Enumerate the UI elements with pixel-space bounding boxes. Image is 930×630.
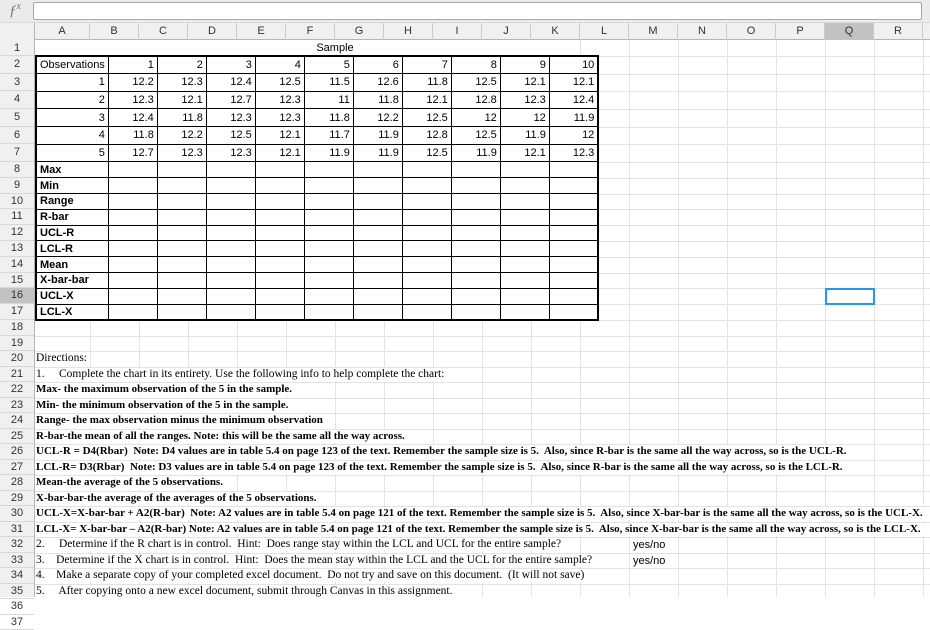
cell-J4[interactable]: 12.3: [500, 91, 549, 109]
cell-E10[interactable]: [255, 194, 304, 210]
direction-row-35[interactable]: 5. After copying onto a new excel document, submit through Canvas in this assignment.: [36, 585, 456, 598]
cell-E7[interactable]: 12.1: [255, 144, 304, 162]
row-header-20[interactable]: 20: [0, 351, 34, 367]
cell-J17[interactable]: [500, 304, 549, 320]
cell-K14[interactable]: [549, 257, 598, 273]
cell-A2-observations[interactable]: Observations: [36, 56, 108, 74]
cell-I5[interactable]: 12: [451, 109, 500, 127]
cell-G3[interactable]: 12.6: [353, 74, 402, 92]
column-header-C[interactable]: C: [139, 23, 188, 40]
row-header-23[interactable]: 23: [0, 398, 34, 414]
cell-A13-lcl-r[interactable]: LCL-R: [36, 241, 108, 257]
cell-E14[interactable]: [255, 257, 304, 273]
fx-icon: $ƒ^x$: [9, 1, 21, 20]
row-header-15[interactable]: 15: [0, 273, 34, 289]
formula-bar-strip: [0, 0, 930, 22]
column-header-O[interactable]: O: [727, 23, 776, 40]
direction-row-34[interactable]: 4. Make a separate copy of your completed excel document. Do not try and save on this document. (It will not save): [36, 569, 587, 582]
cell-A15-x-bar-bar[interactable]: X-bar-bar: [36, 273, 108, 289]
cell-A17-lcl-x[interactable]: LCL-X: [36, 304, 108, 320]
column-header-band: [0, 22, 930, 40]
column-header-H[interactable]: H: [384, 23, 433, 40]
cell-B11[interactable]: [108, 209, 157, 225]
row-header-2[interactable]: 2: [0, 56, 34, 74]
cell-K17[interactable]: [549, 304, 598, 320]
cell-J10[interactable]: [500, 194, 549, 210]
row-header-10[interactable]: 10: [0, 194, 34, 210]
row-header-3[interactable]: 3: [0, 74, 34, 92]
cell-C15[interactable]: [157, 273, 206, 289]
row-header-4[interactable]: 4: [0, 91, 34, 109]
cell-H4[interactable]: 12.1: [402, 91, 451, 109]
cell-F11[interactable]: [304, 209, 353, 225]
cell-D8[interactable]: [206, 162, 255, 178]
cell-D14[interactable]: [206, 257, 255, 273]
row-header-14[interactable]: 14: [0, 257, 34, 273]
row-header-36[interactable]: 36: [0, 599, 34, 615]
cell-A14-mean[interactable]: Mean: [36, 257, 108, 273]
cell-K5[interactable]: 11.9: [549, 109, 598, 127]
cell-D13[interactable]: [206, 241, 255, 257]
cell-C10[interactable]: [157, 194, 206, 210]
cell-A9-min[interactable]: Min: [36, 178, 108, 194]
row-header-16[interactable]: 16: [0, 288, 34, 304]
cell-D6[interactable]: 12.5: [206, 127, 255, 145]
direction-row-27[interactable]: LCL-R= D3(Rbar) Note: D3 values are in table 5.4 on page 123 of the text. Remember the sample size is 5. Also, since R-bar is the same all the way across, so is the LCL-R.: [36, 461, 846, 474]
cell-F14[interactable]: [304, 257, 353, 273]
cell-C11[interactable]: [157, 209, 206, 225]
formula-bar-input[interactable]: [33, 2, 922, 20]
cell-E5[interactable]: 12.3: [255, 109, 304, 127]
cell-B17[interactable]: [108, 304, 157, 320]
direction-row-31[interactable]: LCL-X= X-bar-bar – A2(R-bar) Note: A2 values are in table 5.4 on page 121 of the text. Remember the sample size is 5. Also, since X-bar-bar is the same all the way across, so is the LCL-X.: [36, 523, 924, 536]
cell-I3[interactable]: 12.5: [451, 74, 500, 92]
cell-F15[interactable]: [304, 273, 353, 289]
cell-E17[interactable]: [255, 304, 304, 320]
cell-A7[interactable]: 5: [36, 144, 108, 162]
cell-G6[interactable]: 11.9: [353, 127, 402, 145]
column-header-B[interactable]: B: [90, 23, 139, 40]
cell-H12[interactable]: [402, 225, 451, 241]
cell-B9[interactable]: [108, 178, 157, 194]
cell-J9[interactable]: [500, 178, 549, 194]
cell-J16[interactable]: [500, 288, 549, 304]
cell-J7[interactable]: 12.1: [500, 144, 549, 162]
cell-A10-range[interactable]: Range: [36, 194, 108, 210]
cell-J14[interactable]: [500, 257, 549, 273]
direction-row-20[interactable]: Directions:: [36, 352, 90, 365]
cell-F8[interactable]: [304, 162, 353, 178]
column-header-F[interactable]: F: [286, 23, 335, 40]
direction-row-25[interactable]: R-bar-the mean of all the ranges. Note: this will be the same all the way across.: [36, 430, 408, 443]
cell-A16-ucl-x[interactable]: UCL-X: [36, 288, 108, 304]
cell-F9[interactable]: [304, 178, 353, 194]
cell-B6[interactable]: 11.8: [108, 127, 157, 145]
column-header-G[interactable]: G: [335, 23, 384, 40]
column-header-I[interactable]: I: [433, 23, 482, 40]
column-header-P[interactable]: P: [776, 23, 825, 40]
cell-E11[interactable]: [255, 209, 304, 225]
cell-J13[interactable]: [500, 241, 549, 257]
cell-K7[interactable]: 12.3: [549, 144, 598, 162]
direction-row-21[interactable]: 1. Complete the chart in its entirety. Use the following info to help complete the chart:: [36, 368, 447, 381]
cell-K3[interactable]: 12.1: [549, 74, 598, 92]
row-header-26[interactable]: 26: [0, 444, 34, 460]
cell-H13[interactable]: [402, 241, 451, 257]
cell-E4[interactable]: 12.3: [255, 91, 304, 109]
answer-cell-M33[interactable]: yes/no: [630, 554, 677, 568]
cell-H11[interactable]: [402, 209, 451, 225]
cell-G15[interactable]: [353, 273, 402, 289]
cell-B10[interactable]: [108, 194, 157, 210]
cell-C8[interactable]: [157, 162, 206, 178]
direction-row-28[interactable]: Mean-the average of the 5 observations.: [36, 476, 226, 489]
row-header-18[interactable]: 18: [0, 320, 34, 336]
cell-H10[interactable]: [402, 194, 451, 210]
cell-D5[interactable]: 12.3: [206, 109, 255, 127]
row-header-30[interactable]: 30: [0, 506, 34, 522]
row-header-27[interactable]: 27: [0, 460, 34, 476]
cell-D7[interactable]: 12.3: [206, 144, 255, 162]
cell-H16[interactable]: [402, 288, 451, 304]
cell-I10[interactable]: [451, 194, 500, 210]
cell-K8[interactable]: [549, 162, 598, 178]
cell-C2[interactable]: 2: [157, 56, 206, 74]
row-header-22[interactable]: 22: [0, 382, 34, 398]
row-header-25[interactable]: 25: [0, 429, 34, 445]
cell-K12[interactable]: [549, 225, 598, 241]
direction-row-24[interactable]: Range- the max observation minus the minimum observation: [36, 414, 326, 427]
cell-F7[interactable]: 11.9: [304, 144, 353, 162]
cell-J3[interactable]: 12.1: [500, 74, 549, 92]
row-header-19[interactable]: 19: [0, 336, 34, 352]
cell-F4[interactable]: 11: [304, 91, 353, 109]
cell-D4[interactable]: 12.7: [206, 91, 255, 109]
cell-C14[interactable]: [157, 257, 206, 273]
row-header-11[interactable]: 11: [0, 209, 34, 225]
cell-I8[interactable]: [451, 162, 500, 178]
cell-G8[interactable]: [353, 162, 402, 178]
cell-C13[interactable]: [157, 241, 206, 257]
row-header-13[interactable]: 13: [0, 241, 34, 257]
cell-I16[interactable]: [451, 288, 500, 304]
cell-A4[interactable]: 2: [36, 91, 108, 109]
cell-I6[interactable]: 12.5: [451, 127, 500, 145]
cell-D10[interactable]: [206, 194, 255, 210]
cell-A8-max[interactable]: Max: [36, 162, 108, 178]
cell-C4[interactable]: 12.1: [157, 91, 206, 109]
row-header-7[interactable]: 7: [0, 144, 34, 162]
cell-J8[interactable]: [500, 162, 549, 178]
cell-D11[interactable]: [206, 209, 255, 225]
cell-K11[interactable]: [549, 209, 598, 225]
cell-C17[interactable]: [157, 304, 206, 320]
cell-B7[interactable]: 12.7: [108, 144, 157, 162]
cell-D17[interactable]: [206, 304, 255, 320]
cell-I4[interactable]: 12.8: [451, 91, 500, 109]
cell-D15[interactable]: [206, 273, 255, 289]
cell-K2[interactable]: 10: [549, 56, 598, 74]
cell-B8[interactable]: [108, 162, 157, 178]
cell-G11[interactable]: [353, 209, 402, 225]
cell-H9[interactable]: [402, 178, 451, 194]
column-header-Q[interactable]: Q: [825, 23, 874, 40]
cell-B16[interactable]: [108, 288, 157, 304]
row-header-32[interactable]: 32: [0, 537, 34, 553]
cell-A11-r-bar[interactable]: R-bar: [36, 209, 108, 225]
row-header-9[interactable]: 9: [0, 178, 34, 194]
active-cell-selection[interactable]: [825, 288, 875, 305]
control-chart-table: [35, 55, 599, 321]
cell-D9[interactable]: [206, 178, 255, 194]
cell-B12[interactable]: [108, 225, 157, 241]
cell-H6[interactable]: 12.8: [402, 127, 451, 145]
direction-row-29[interactable]: X-bar-bar-the average of the averages of the 5 observations.: [36, 492, 320, 505]
row-header-17[interactable]: 17: [0, 304, 34, 320]
cell-E9[interactable]: [255, 178, 304, 194]
cell-F10[interactable]: [304, 194, 353, 210]
column-header-J[interactable]: J: [482, 23, 531, 40]
row-header-8[interactable]: 8: [0, 162, 34, 178]
column-header-L[interactable]: L: [580, 23, 629, 40]
row-header-6[interactable]: 6: [0, 127, 34, 145]
cell-F5[interactable]: 11.8: [304, 109, 353, 127]
cell-B15[interactable]: [108, 273, 157, 289]
cell-F12[interactable]: [304, 225, 353, 241]
cell-B2[interactable]: 1: [108, 56, 157, 74]
cell-I11[interactable]: [451, 209, 500, 225]
cell-F6[interactable]: 11.7: [304, 127, 353, 145]
cell-C16[interactable]: [157, 288, 206, 304]
cell-E8[interactable]: [255, 162, 304, 178]
cell-F2[interactable]: 5: [304, 56, 353, 74]
cell-K16[interactable]: [549, 288, 598, 304]
cell-J5[interactable]: 12: [500, 109, 549, 127]
cell-C3[interactable]: 12.3: [157, 74, 206, 92]
cell-H14[interactable]: [402, 257, 451, 273]
direction-row-33[interactable]: 3. Determine if the X chart is in control. Hint: Does the mean stay within the LCL and the UCL for the entire sample?: [36, 554, 595, 567]
cell-F3[interactable]: 11.5: [304, 74, 353, 92]
cell-E12[interactable]: [255, 225, 304, 241]
cell-J6[interactable]: 11.9: [500, 127, 549, 145]
cell-K10[interactable]: [549, 194, 598, 210]
merged-cell-sample-title[interactable]: Sample: [90, 40, 580, 56]
cell-B13[interactable]: [108, 241, 157, 257]
column-header-D[interactable]: D: [188, 23, 237, 40]
cell-I17[interactable]: [451, 304, 500, 320]
row-header-12[interactable]: 12: [0, 225, 34, 241]
column-header-R[interactable]: R: [874, 23, 923, 40]
cell-E2[interactable]: 4: [255, 56, 304, 74]
cell-B3[interactable]: 12.2: [108, 74, 157, 92]
row-header-29[interactable]: 29: [0, 491, 34, 507]
cell-K9[interactable]: [549, 178, 598, 194]
cell-G4[interactable]: 11.8: [353, 91, 402, 109]
cell-K6[interactable]: 12: [549, 127, 598, 145]
direction-row-23[interactable]: Min- the minimum observation of the 5 in the sample.: [36, 399, 291, 412]
cell-J15[interactable]: [500, 273, 549, 289]
column-header-K[interactable]: K: [531, 23, 580, 40]
row-header-33[interactable]: 33: [0, 553, 34, 569]
cell-E3[interactable]: 12.5: [255, 74, 304, 92]
cell-I12[interactable]: [451, 225, 500, 241]
answer-cell-M32[interactable]: yes/no: [630, 538, 677, 552]
cell-H5[interactable]: 12.5: [402, 109, 451, 127]
cell-G10[interactable]: [353, 194, 402, 210]
cell-A6[interactable]: 4: [36, 127, 108, 145]
cell-F16[interactable]: [304, 288, 353, 304]
cell-K4[interactable]: 12.4: [549, 91, 598, 109]
cell-E15[interactable]: [255, 273, 304, 289]
row-header-1[interactable]: 1: [0, 40, 34, 56]
cell-A12-ucl-r[interactable]: UCL-R: [36, 225, 108, 241]
direction-row-30[interactable]: UCL-X=X-bar-bar + A2(R-bar) Note: A2 values are in table 5.4 on page 121 of the text. Remember the sample size is 5. Also, since X-bar-bar is the same all the way across, so is the UCL-X.: [36, 507, 926, 520]
cell-K13[interactable]: [549, 241, 598, 257]
cell-D16[interactable]: [206, 288, 255, 304]
row-header-37[interactable]: 37: [0, 615, 34, 630]
column-header-E[interactable]: E: [237, 23, 286, 40]
cell-E16[interactable]: [255, 288, 304, 304]
cell-C5[interactable]: 11.8: [157, 109, 206, 127]
cell-C12[interactable]: [157, 225, 206, 241]
cell-I2[interactable]: 8: [451, 56, 500, 74]
column-header-N[interactable]: N: [678, 23, 727, 40]
cell-I7[interactable]: 11.9: [451, 144, 500, 162]
cell-C7[interactable]: 12.3: [157, 144, 206, 162]
row-header-24[interactable]: 24: [0, 413, 34, 429]
cell-H7[interactable]: 12.5: [402, 144, 451, 162]
row-header-31[interactable]: 31: [0, 522, 34, 538]
cell-J2[interactable]: 9: [500, 56, 549, 74]
cell-A5[interactable]: 3: [36, 109, 108, 127]
cell-G12[interactable]: [353, 225, 402, 241]
cell-H2[interactable]: 7: [402, 56, 451, 74]
cell-E6[interactable]: 12.1: [255, 127, 304, 145]
cell-G7[interactable]: 11.9: [353, 144, 402, 162]
cell-H8[interactable]: [402, 162, 451, 178]
direction-row-32[interactable]: 2. Determine if the R chart is in control. Hint: Does range stay within the LCL and UCL for the entire sample?: [36, 538, 564, 551]
cell-A3[interactable]: 1: [36, 74, 108, 92]
cell-H3[interactable]: 11.8: [402, 74, 451, 92]
cell-B4[interactable]: 12.3: [108, 91, 157, 109]
cell-C6[interactable]: 12.2: [157, 127, 206, 145]
row-header-5[interactable]: 5: [0, 109, 34, 127]
row-header-35[interactable]: 35: [0, 584, 34, 600]
cell-F17[interactable]: [304, 304, 353, 320]
cell-G2[interactable]: 6: [353, 56, 402, 74]
row-header-34[interactable]: 34: [0, 568, 34, 584]
select-all-corner[interactable]: [0, 23, 35, 40]
cell-I14[interactable]: [451, 257, 500, 273]
row-header-28[interactable]: 28: [0, 475, 34, 491]
cell-G9[interactable]: [353, 178, 402, 194]
cell-B14[interactable]: [108, 257, 157, 273]
cell-D3[interactable]: 12.4: [206, 74, 255, 92]
direction-row-22[interactable]: Max- the maximum observation of the 5 in the sample.: [36, 383, 295, 396]
cell-G13[interactable]: [353, 241, 402, 257]
cell-G5[interactable]: 12.2: [353, 109, 402, 127]
cell-C9[interactable]: [157, 178, 206, 194]
cell-J12[interactable]: [500, 225, 549, 241]
row-header-band: [0, 40, 35, 597]
direction-row-26[interactable]: UCL-R = D4(Rbar) Note: D4 values are in table 5.4 on page 123 of the text. Remember the sample size is 5. Also, since R-bar is the same all the way across, so is the UCL-R.: [36, 445, 850, 458]
cell-G17[interactable]: [353, 304, 402, 320]
cell-I15[interactable]: [451, 273, 500, 289]
cell-I9[interactable]: [451, 178, 500, 194]
column-header-A[interactable]: A: [35, 23, 90, 40]
column-header-M[interactable]: M: [629, 23, 678, 40]
cell-J11[interactable]: [500, 209, 549, 225]
cell-D12[interactable]: [206, 225, 255, 241]
cell-K15[interactable]: [549, 273, 598, 289]
cell-I13[interactable]: [451, 241, 500, 257]
cell-D2[interactable]: 3: [206, 56, 255, 74]
cell-H17[interactable]: [402, 304, 451, 320]
cell-H15[interactable]: [402, 273, 451, 289]
cell-E13[interactable]: [255, 241, 304, 257]
cell-G16[interactable]: [353, 288, 402, 304]
cell-B5[interactable]: 12.4: [108, 109, 157, 127]
cell-F13[interactable]: [304, 241, 353, 257]
row-header-21[interactable]: 21: [0, 367, 34, 383]
cell-G14[interactable]: [353, 257, 402, 273]
